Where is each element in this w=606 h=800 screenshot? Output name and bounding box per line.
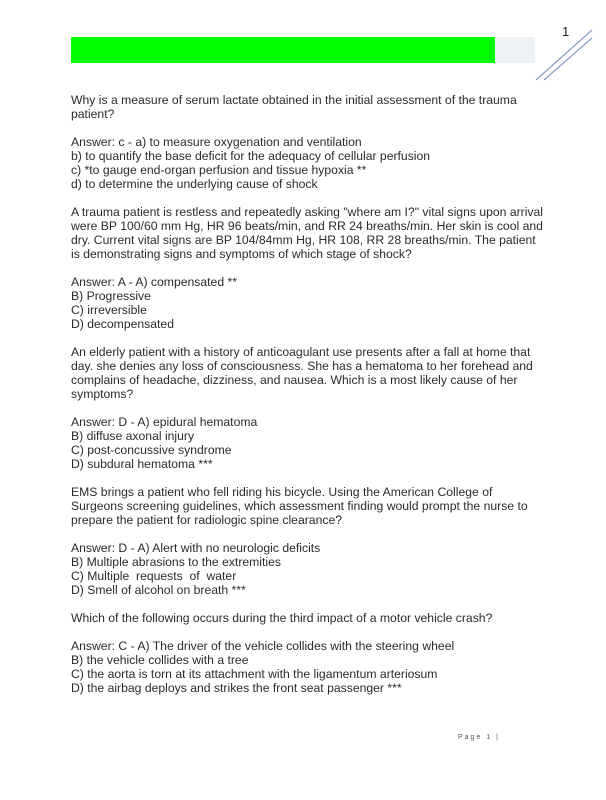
answer-block: Answer: C - A) The driver of the vehicle collides with the steering wheel B) the vehicle collides with a tree C) the aorta is torn at its attachment with the ligamentum arteriosum D) the airbag deploys and strikes the front seat passenger *** <box>71 639 455 695</box>
answer-block: Answer: D - A) Alert with no neurologic deficits B) Multiple abrasions to the extremities C) Multiple requests of water D) Smell of alcohol on breath *** <box>71 541 321 597</box>
answer-block: Answer: c - a) to measure oxygenation and ventilation b) to quantify the base deficit for the adequacy of cellular perfusion c) *to gauge end-organ perfusion and tissue hypoxia ** d) to determine the underlying cause of shock <box>71 135 431 191</box>
question-text: Why is a measure of serum lactate obtained in the initial assessment of the trauma patient? <box>71 93 517 121</box>
page-number: 1 <box>562 24 570 39</box>
document-body <box>71 93 544 709</box>
question-text: EMS brings a patient who fell riding his bicycle. Using the American College of Surgeons screening guidelines, which assessment finding would prompt the nurse to prepare the patient for radiologic spine clearance? <box>71 485 528 527</box>
question-text: Which of the following occurs during the third impact of a motor vehicle crash? <box>71 611 493 625</box>
page-footer: Page 1 | <box>458 734 500 741</box>
header-bar-tail <box>495 37 535 63</box>
question-text: An elderly patient with a history of anticoagulant use presents after a fall at home that day. she denies any loss of consciousness. She has a hematoma to her forehead and complains of headache, dizziness, and nausea. Which is a most likely cause of her symptoms? <box>71 345 533 401</box>
header-highlight-bar <box>71 37 495 63</box>
answer-block: Answer: D - A) epidural hematoma B) diffuse axonal injury C) post-concussive syndrome D) subdural hematoma *** <box>71 415 258 471</box>
corner-decoration <box>530 28 594 84</box>
answer-block: Answer: A - A) compensated ** B) Progressive C) irreversible D) decompensated <box>71 275 237 331</box>
question-text: A trauma patient is restless and repeatedly asking "where am I?" vital signs upon arrival were BP 100/60 mm Hg, HR 96 beats/min, and RR 24 breaths/min. Her skin is cool and dry. Current vital signs are BP 104/84mm Hg, HR 108, RR 28 breaths/min. The patient is demonstrating signs and symptoms of which stage of shock? <box>71 205 544 261</box>
